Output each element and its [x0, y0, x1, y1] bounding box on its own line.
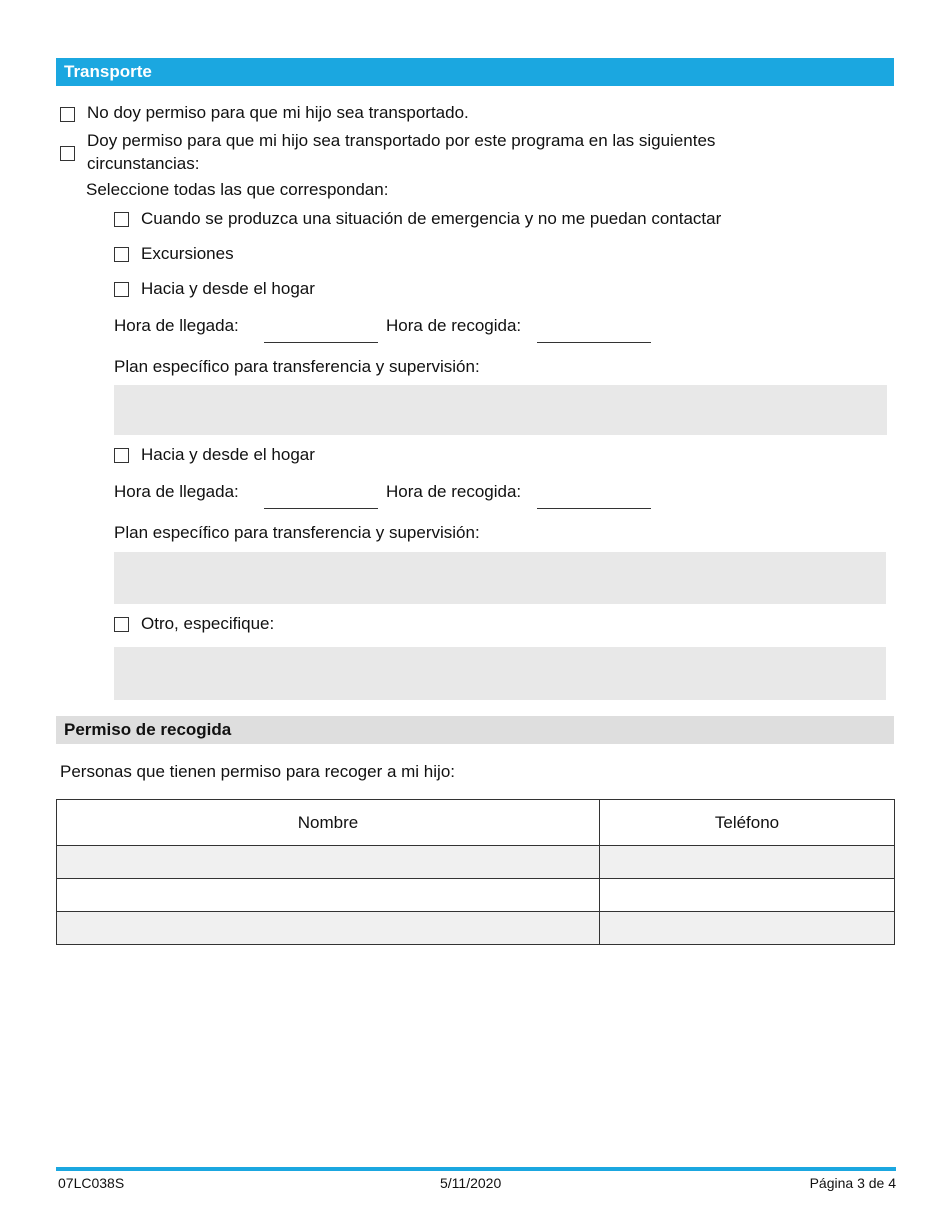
phone-cell[interactable]	[600, 846, 895, 879]
name-cell[interactable]	[57, 879, 600, 912]
arrival-time-field-2[interactable]	[264, 508, 378, 509]
pickup-intro: Personas que tienen permiso para recoger a mi hijo:	[60, 762, 455, 781]
page-number: Página 3 de 4	[809, 1175, 896, 1191]
name-cell[interactable]	[57, 912, 600, 945]
table-row	[57, 846, 895, 879]
phone-cell[interactable]	[600, 879, 895, 912]
pickup-table-header-row	[57, 800, 895, 846]
phone-cell[interactable]	[600, 912, 895, 945]
excursions-checkbox[interactable]	[114, 247, 129, 262]
permission-label-line1: Doy permiso para que mi hijo sea transportado por este programa en las siguientes	[87, 131, 716, 150]
other-checkbox[interactable]	[114, 617, 129, 632]
other-field[interactable]	[114, 647, 886, 700]
pickup-time-label-2: Hora de recogida:	[386, 482, 522, 501]
pickup-section-header: Permiso de recogida	[56, 716, 894, 744]
arrival-time-label-2: Hora de llegada:	[114, 482, 239, 501]
footer-rule	[56, 1167, 896, 1171]
form-date: 5/11/2020	[440, 1175, 502, 1191]
pickup-time-label-1: Hora de recogida:	[386, 316, 522, 335]
pickup-time-field-1[interactable]	[537, 342, 651, 343]
arrival-time-label-1: Hora de llegada:	[114, 316, 239, 335]
pickup-table	[56, 799, 895, 945]
name-column-header: Nombre	[57, 800, 600, 846]
home-transport-checkbox-2[interactable]	[114, 448, 129, 463]
form-code: 07LC038S	[58, 1175, 125, 1191]
no-permission-label: No doy permiso para que mi hijo sea transportado.	[87, 103, 469, 122]
pickup-time-field-2[interactable]	[537, 508, 651, 509]
phone-column-header: Teléfono	[600, 800, 895, 846]
permission-checkbox[interactable]	[60, 146, 75, 161]
home-transport-checkbox-1[interactable]	[114, 282, 129, 297]
name-cell[interactable]	[57, 846, 600, 879]
plan-field-1[interactable]	[114, 385, 887, 435]
plan-label-1: Plan específico para transferencia y supervisión:	[114, 357, 480, 376]
emergency-checkbox[interactable]	[114, 212, 129, 227]
table-row	[57, 879, 895, 912]
emergency-label: Cuando se produzca una situación de emergencia y no me puedan contactar	[141, 209, 722, 228]
select-all-instruction: Seleccione todas las que correspondan:	[86, 180, 389, 199]
arrival-time-field-1[interactable]	[264, 342, 378, 343]
home-transport-label-2: Hacia y desde el hogar	[141, 445, 315, 464]
plan-label-2: Plan específico para transferencia y supervisión:	[114, 523, 480, 542]
other-label: Otro, especifique:	[141, 614, 275, 633]
home-transport-label-1: Hacia y desde el hogar	[141, 279, 315, 298]
transport-section-header: Transporte	[56, 58, 894, 86]
permission-label-line2: circunstancias:	[87, 154, 200, 173]
excursions-label: Excursiones	[141, 244, 234, 263]
no-permission-checkbox[interactable]	[60, 107, 75, 122]
table-row	[57, 912, 895, 945]
plan-field-2[interactable]	[114, 552, 886, 604]
